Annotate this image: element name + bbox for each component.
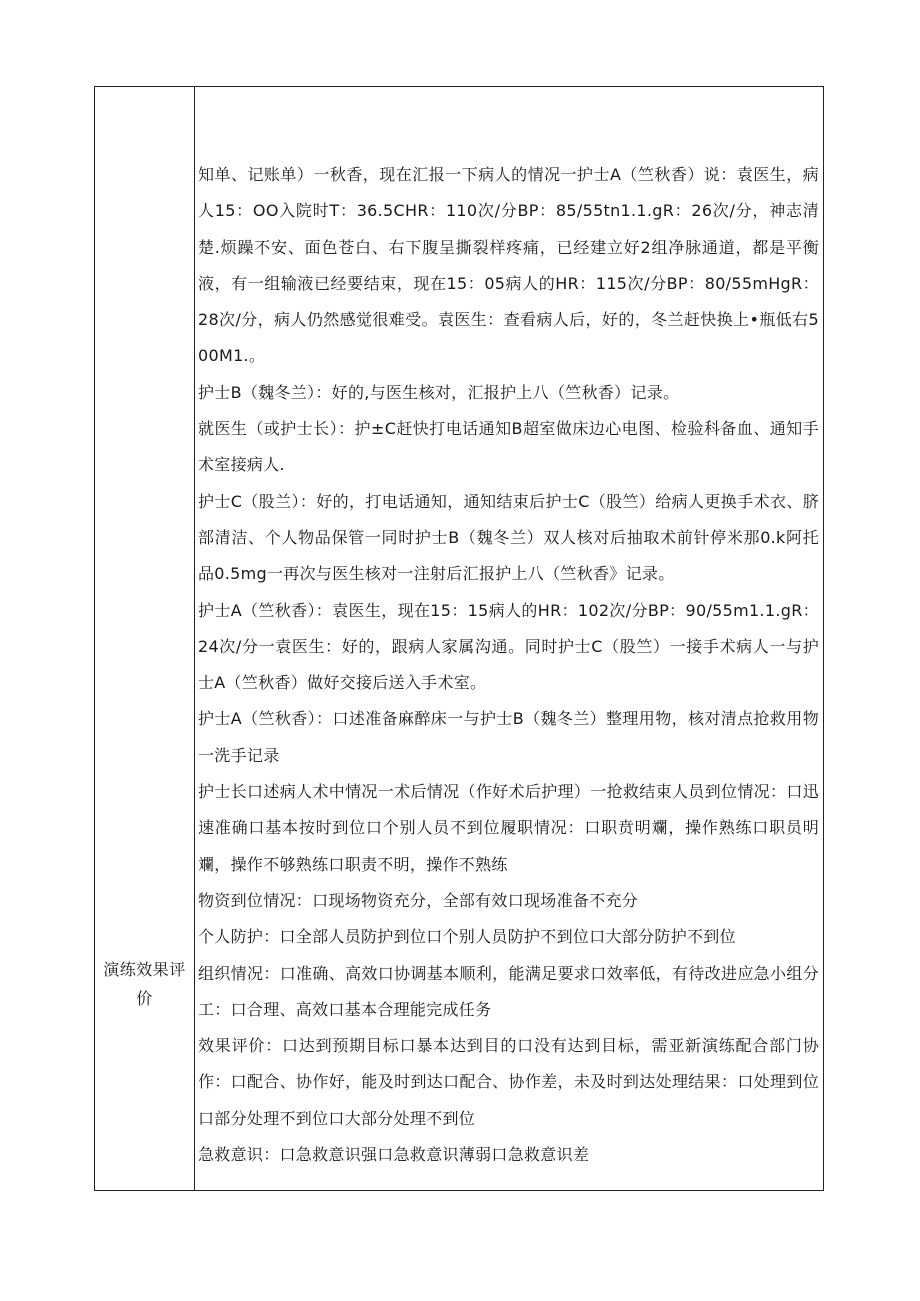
paragraph-nurse-a-prep: 护士A（竺秋香）：口述准备麻醉床一与护士B（魏冬兰）整理用物，核对清点抢救用物一洗手记录 bbox=[198, 709, 819, 765]
paragraph-report: 知单、记账单）一秋香，现在汇报一下病人的情况一护士A（竺秋香）说：袁医生，病人15：OO入院时T：36.5CHR：110次/分BP：85∕55tn1.1.gR：26次/分，神志清楚.烦躁不安、面色苍白、右下腹呈撕裂样疼痛，已经建立好2组净脉通道，都是平衡液，有一组输液已经要结束，现在15：05病人的HR：115次/分BP：80∕55mHgR：28次/分，病人仍然感觉很难受。袁医生：查看病人后，好的，冬兰赶快换上•瓶低右500M1.。 bbox=[198, 165, 819, 366]
paragraph-nurse-b: 护士B（魏冬兰）：好的,与医生核对，汇报护上八（竺秋香）记录。 bbox=[198, 382, 680, 402]
paragraph-nurse-a: 护士A（竺秋香）：袁医生，现在15：15病人的HR：102次/分BP：90∕55m1.1.gR：24次/分一袁医生：好的，跟病人家属沟通。同时护士C（股竺）一接手术病人一与护士A（竺秋香）做好交接后送入手术室。 bbox=[198, 600, 819, 693]
paragraph-doctor: 就医生（或护士长）：护±C赶快打电话通知B超室做床边心电图、检验科备血、通知手术室接病人. bbox=[198, 419, 819, 475]
evaluation-label: 演练效果评价 bbox=[103, 960, 186, 1008]
paragraph-head-nurse: 护士长口述病人术中情况一术后情况（作好术后护理）一抢救结束人员到位情况：口迅速准确口基本按时到位口个别人员不到位履职情况：口职贲明斕，操作熟练口职员明斕，操作不够熟练口职责不明，操作不熟练 bbox=[198, 782, 819, 874]
paragraph-protection: 个人防护：口全部人员防护到位口个别人员防护不到位口大部分防护不到位 bbox=[198, 927, 736, 947]
paragraph-organization: 组织情况：口准确、高效口协调基本顺利，能满足要求口效率低，有待改进应急小组分工：口合理、高效口基本合理能完成任务 bbox=[198, 963, 819, 1019]
label-cell bbox=[95, 87, 195, 1190]
paragraph-effect: 效果评价：口达到预期目标口暴本达到目的口没有达到目标，需亚新演练配合部门协作：口配合、协作好，能及时到达口配合、协作差，未及时到达处理结果：口处理到位口部分处理不到位口大部分处理不到位 bbox=[198, 1036, 819, 1128]
evaluation-table bbox=[94, 86, 824, 1191]
paragraph-nurse-c: 护士C（股兰）：好的，打电话通知，通知结束后护士C（股竺）给病人更换手术衣、脐部清洁、个人物品保管一同时护士B（魏冬兰）双人核对后抽取术前针停米那0.k阿托品0.5mg一再次与医生核对一注射后汇报护上八（竺秋香》记录。 bbox=[198, 491, 819, 584]
paragraph-awareness: 急救意识：口急救意识强口急救意识薄弱口急救意识差 bbox=[198, 1145, 590, 1165]
paragraph-supplies: 物资到位情况：口现场物资充分，全部有效口现场准备不充分 bbox=[198, 890, 639, 910]
content-cell bbox=[195, 87, 823, 1190]
